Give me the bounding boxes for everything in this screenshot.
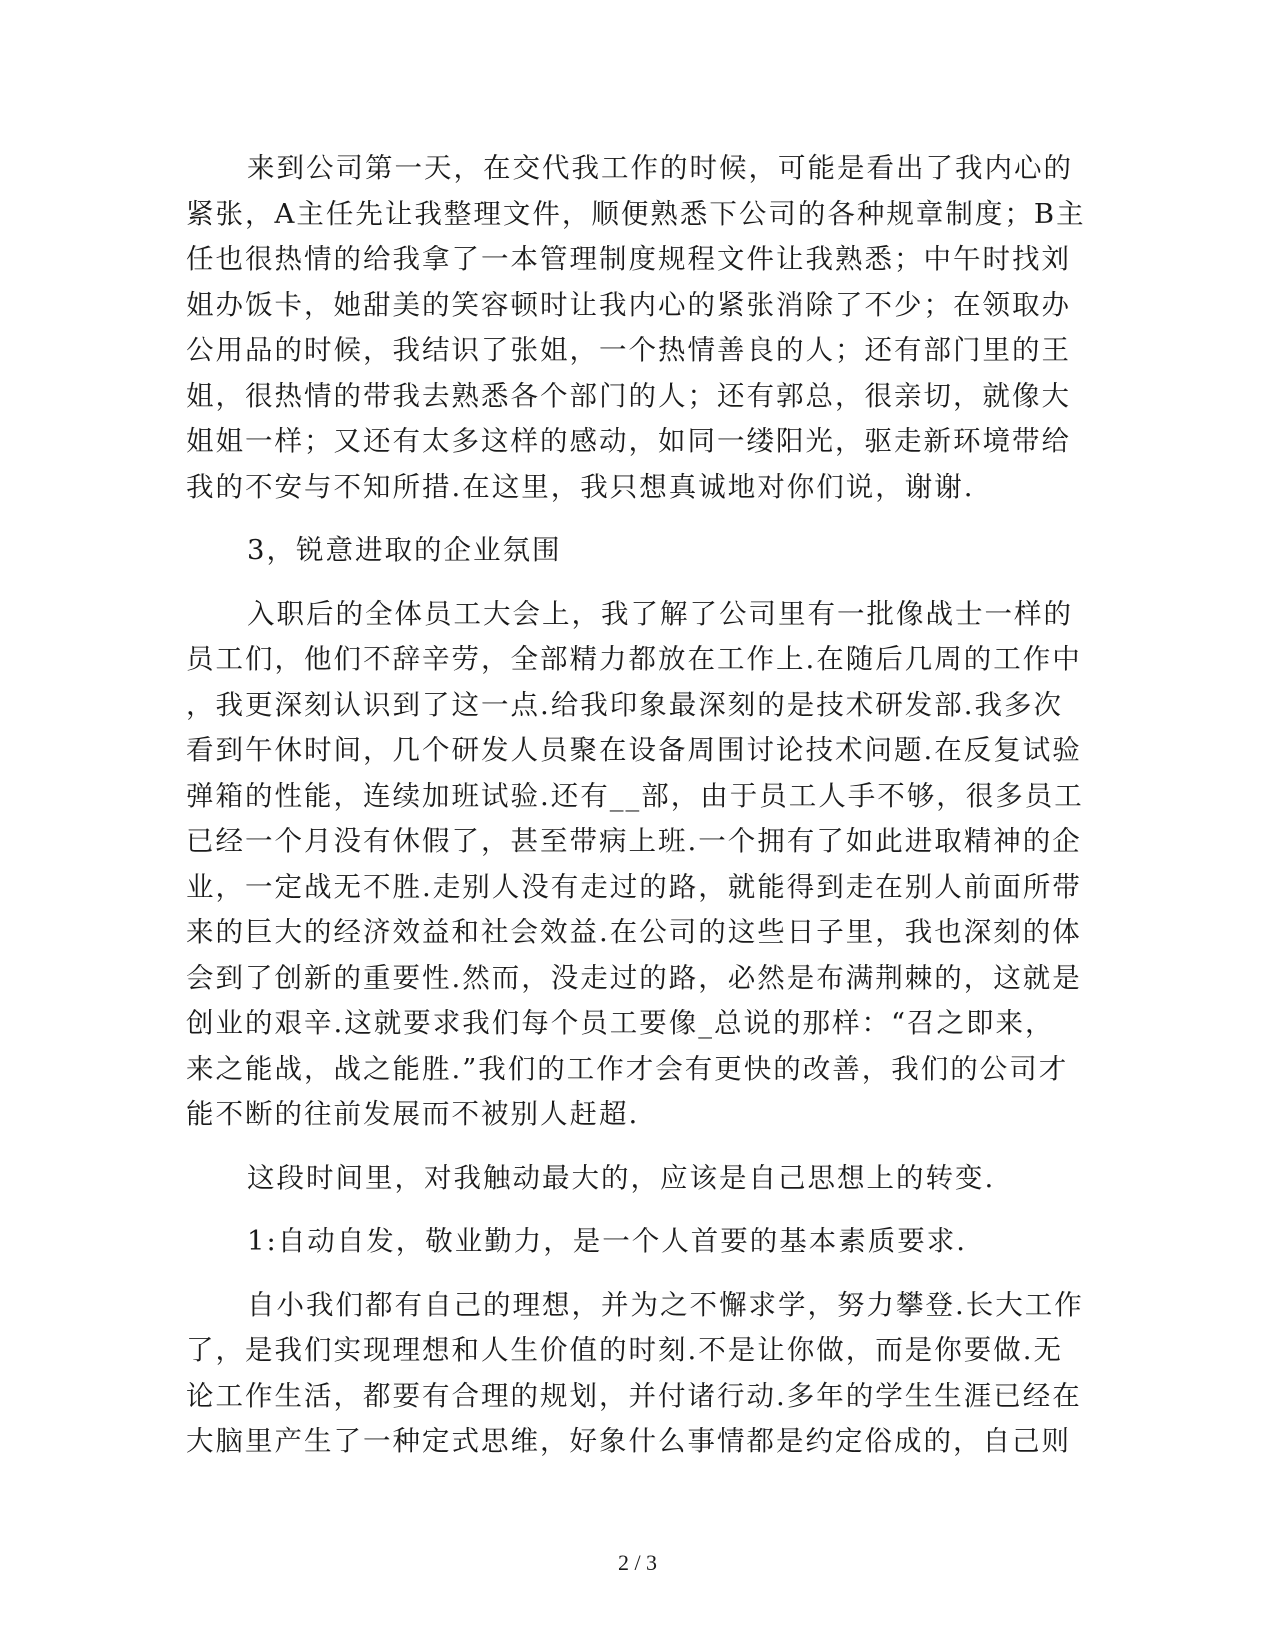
paragraph-line: 能不断的往前发展而不被别人赶超. (186, 1098, 640, 1130)
paragraph-line: 姐姐一样；又还有太多这样的感动，如同一缕阳光，驱走新环境带给 (186, 425, 1071, 457)
paragraph-line: 紧张，A主任先让我整理文件，顺便熟悉下公司的各种规章制度；B主 (186, 197, 1086, 230)
paragraph-reflection (186, 1156, 1076, 1202)
paragraph-ideals (186, 1283, 1084, 1465)
paragraph-line: 看到午休时间，几个研发人员聚在设备周围讨论技术问题.在反复试验 (186, 734, 1082, 766)
paragraph-line: 姐，很热情的带我去熟悉各个部门的人；还有郭总，很亲切，就像大 (186, 379, 1071, 412)
paragraph-line: 任也很热情的给我拿了一本管理制度规程文件让我熟悉；中午时找刘 (186, 243, 1071, 275)
paragraph-gratitude (186, 146, 1086, 510)
paragraph-line: 已经一个月没有休假了，甚至带病上班.一个拥有了如此进取精神的企 (186, 825, 1082, 857)
section-heading (186, 528, 1076, 574)
paragraph-line: 员工们，他们不辞辛劳，全部精力都放在工作上.在随后几周的工作中 (186, 643, 1082, 675)
paragraph-line: 了，是我们实现理想和人生价值的时刻.不是让你做，而是你要做.无 (186, 1334, 1063, 1366)
paragraph-line: 弹箱的性能，连续加班试验.还有__部，由于员工人手不够，很多员工 (186, 779, 1084, 812)
paragraph-line: 1:自动自发，敬业勤力，是一个人首要的基本素质要求. (247, 1225, 968, 1257)
paragraph-line: 创业的艰辛.这就要求我们每个员工要像_总说的那样：“召之即来， (186, 1007, 1055, 1039)
paragraph-line: 这段时间里，对我触动最大的，应该是自己思想上的转变. (247, 1161, 996, 1194)
paragraph-line: 姐办饭卡，她甜美的笑容顿时让我内心的紧张消除了不少；在领取办 (186, 288, 1071, 321)
paragraph-line: 入职后的全体员工大会上，我了解了公司里有一批像战士一样的 (247, 597, 1073, 630)
paragraph-line: ，我更深刻认识到了这一点.给我印象最深刻的是技术研发部.我多次 (186, 688, 1063, 721)
paragraph-line: 公用品的时候，我结识了张姐，一个热情善良的人；还有部门里的王 (186, 334, 1071, 366)
page-number: 2 / 3 (617, 1550, 658, 1575)
paragraph-line: 自小我们都有自己的理想，并为之不懈求学，努力攀登.长大工作 (247, 1288, 1084, 1321)
paragraph-line: 业，一定战无不胜.走别人没有走过的路，就能得到走在别人前面所带 (186, 870, 1082, 903)
paragraph-line: 来到公司第一天，在交代我工作的时候，可能是看出了我内心的 (247, 152, 1073, 184)
paragraph-line: 来之能战，战之能胜.”我们的工作才会有更快的改善，我们的公司才 (186, 1052, 1069, 1085)
paragraph-line: 大脑里产生了一种定式思维，好象什么事情都是约定俗成的，自己则 (186, 1425, 1071, 1457)
paragraph-line: 我的不安与不知所措.在这里，我只想真诚地对你们说，谢谢. (186, 470, 975, 503)
paragraph-line: 来的巨大的经济效益和社会效益.在公司的这些日子里，我也深刻的体 (186, 916, 1082, 948)
paragraph-line: 论工作生活，都要有合理的规划，并付诸行动.多年的学生生涯已经在 (186, 1379, 1082, 1412)
document-body (186, 146, 1086, 1465)
paragraph-line: 会到了创新的重要性.然而，没走过的路，必然是布满荆棘的，这就是 (186, 961, 1082, 994)
paragraph-enterprise-spirit (186, 592, 1084, 1138)
section-heading-text: 3，锐意进取的企业氛围 (247, 534, 562, 566)
section-point-1 (186, 1219, 1076, 1265)
